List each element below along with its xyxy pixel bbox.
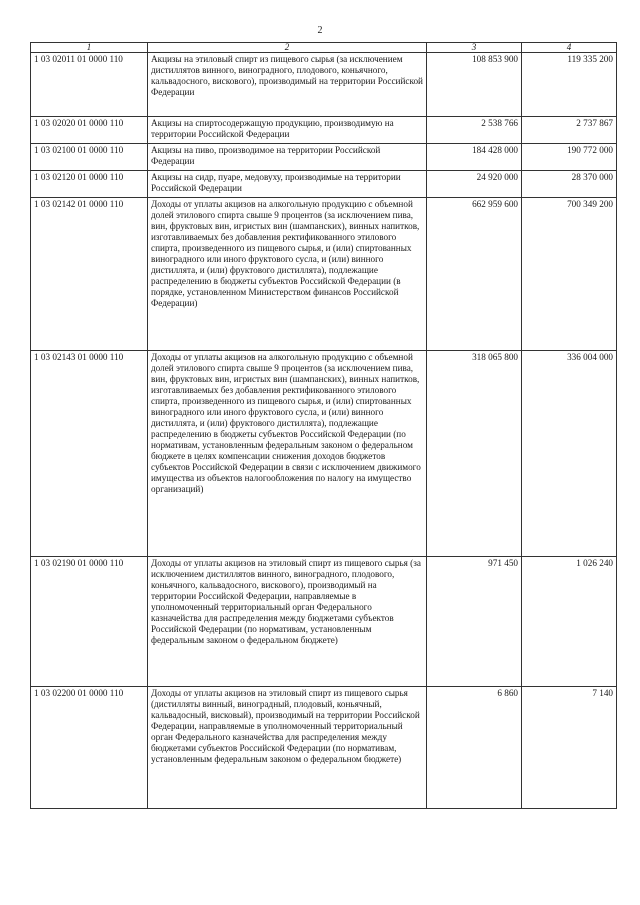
revenue-name: Акцизы на пиво, производимое на территории Российской Федерации — [148, 144, 427, 171]
amount-year-2: 700 349 200 — [522, 198, 617, 351]
table-row — [31, 117, 617, 144]
amount-year-1: 6 860 — [427, 687, 522, 809]
table-row — [31, 53, 617, 117]
amount-year-2: 2 737 867 — [522, 117, 617, 144]
amount-year-1: 2 538 766 — [427, 117, 522, 144]
classification-code: 1 03 02020 01 0000 110 — [31, 117, 148, 144]
column-number: 3 — [427, 43, 522, 53]
amount-year-2: 190 772 000 — [522, 144, 617, 171]
table-row — [31, 557, 617, 687]
classification-code: 1 03 02190 01 0000 110 — [31, 557, 148, 687]
amount-year-1: 318 065 800 — [427, 351, 522, 557]
revenue-name: Доходы от уплаты акцизов на этиловый спирт из пищевого сырья (за исключением дистиллятов винного, виноградного, плодового, коньячного, кальвадосного, вискового), производимый на территории Российской Федерации, направляемые в уполномоченный территориальный орган Федерального казначейства для распределения между бюджетами субъектов Российской Федерации (по нормативам, установленным федеральным законом о федеральном бюджете) — [148, 557, 427, 687]
amount-year-2: 7 140 — [522, 687, 617, 809]
table-row — [31, 144, 617, 171]
amount-year-2: 28 370 000 — [522, 171, 617, 198]
amount-year-2: 336 004 000 — [522, 351, 617, 557]
table-row — [31, 687, 617, 809]
amount-year-2: 119 335 200 — [522, 53, 617, 117]
classification-code: 1 03 02011 01 0000 110 — [31, 53, 148, 117]
column-number: 2 — [148, 43, 427, 53]
column-number: 4 — [522, 43, 617, 53]
table-row — [31, 198, 617, 351]
revenue-name: Доходы от уплаты акцизов на алкогольную продукцию с объемной долей этилового спирта свыше 9 процентов (за исключением пива, вин, фруктовых вин, игристых вин (шампанских), винных напитков, изготавливаемых без добавления ректификованного этилового спирта, произведенного из пищевого сырья, и (или) спиртованных виноградного или иного фруктового сусла, и (или) винного дистиллята, и (или) фруктового дистиллята), подлежащие распределению в бюджеты субъектов Российской Федерации (в порядке, установленном Министерством финансов Российской Федерации) — [148, 198, 427, 351]
table-row — [31, 351, 617, 557]
amount-year-1: 662 959 600 — [427, 198, 522, 351]
revenue-name: Акцизы на этиловый спирт из пищевого сырья (за исключением дистиллятов винного, виноградного, плодового, коньячного, кальвадосного, вискового), производимый на территории Российской Федерации — [148, 53, 427, 117]
classification-code: 1 03 02143 01 0000 110 — [31, 351, 148, 557]
amount-year-1: 108 853 900 — [427, 53, 522, 117]
amount-year-1: 24 920 000 — [427, 171, 522, 198]
column-number-row — [31, 43, 617, 53]
revenue-name: Доходы от уплаты акцизов на алкогольную продукцию с объемной долей этилового спирта свыше 9 процентов (за исключением пива, вин, фруктовых вин, игристых вин (шампанских), винных напитков, изготавливаемых без добавления ректификованного этилового спирта, произведенного из пищевого сырья, и (или) спиртованных виноградного или иного фруктового сусла, и (или) винного дистиллята, и (или) фруктового дистиллята), подлежащие распределению в бюджеты субъектов Российской Федерации (по нормативам, установленным федеральным законом о федеральном бюджете в целях компенсации снижения доходов бюджетов субъектов Российской Федерации в связи с исключением движимого имущества из объектов налогообложения по налогу на имущество организаций) — [148, 351, 427, 557]
revenue-table — [30, 42, 617, 809]
amount-year-1: 971 450 — [427, 557, 522, 687]
revenue-name: Акцизы на спиртосодержащую продукцию, производимую на территории Российской Федерации — [148, 117, 427, 144]
revenue-name: Доходы от уплаты акцизов на этиловый спирт из пищевого сырья (дистилляты винный, виноградный, плодовый, коньячный, кальвадосный, висковый), производимый на территории Российской Федерации, направляемые в уполномоченный территориальный орган Федерального казначейства для распределения между бюджетами субъектов Российской Федерации (по нормативам, установленным федеральным законом о федеральном бюджете) — [148, 687, 427, 809]
amount-year-2: 1 026 240 — [522, 557, 617, 687]
amount-year-1: 184 428 000 — [427, 144, 522, 171]
column-number: 1 — [31, 43, 148, 53]
revenue-name: Акцизы на сидр, пуаре, медовуху, производимые на территории Российской Федерации — [148, 171, 427, 198]
table-row — [31, 171, 617, 198]
classification-code: 1 03 02100 01 0000 110 — [31, 144, 148, 171]
classification-code: 1 03 02120 01 0000 110 — [31, 171, 148, 198]
page-number: 2 — [317, 25, 323, 36]
classification-code: 1 03 02200 01 0000 110 — [31, 687, 148, 809]
classification-code: 1 03 02142 01 0000 110 — [31, 198, 148, 351]
